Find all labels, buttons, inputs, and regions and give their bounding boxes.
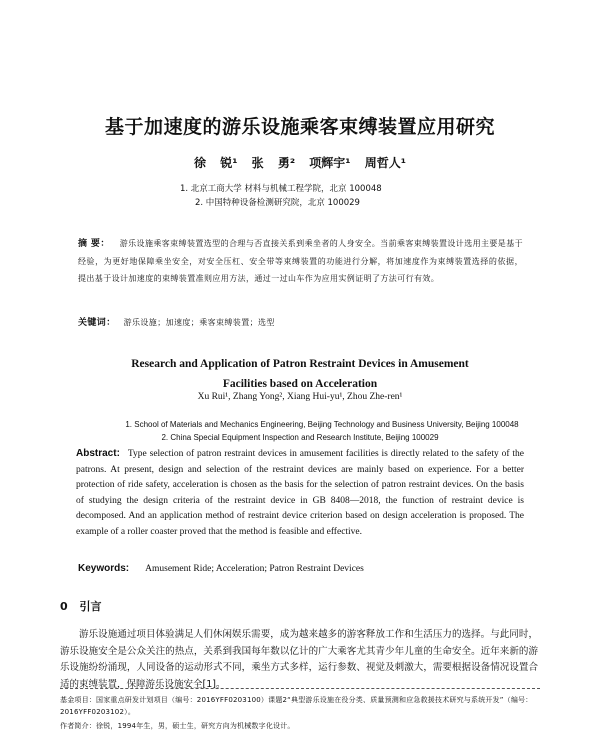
- abstract-en-text: Type selection of patron restraint devices in amusement facilities is directly related to the safety of the patrons. At present, design and selection of the restraint devices are mainly based on experience. For a better protection of ride safety, acceleration is chosen as the basis for the selection of patron restraint devices. On the basis of studying the design criteria of the restraint device in GB 8408—2018, the function of restraint device is decomposed. And an application method of restraint device criterion based on design acceleration is proposed. The example of a roller coaster proved that the method is feasible and effective.: [76, 449, 524, 537]
- authors-cn: 徐 锐¹ 张 勇² 项辉宇¹ 周哲人¹: [194, 156, 406, 170]
- keywords-cn-text: 游乐设施；加速度；乘客束缚装置；选型: [123, 318, 275, 327]
- affiliation-cn-1: 1. 北京工商大学 材料与机械工程学院，北京 100048: [180, 184, 382, 194]
- affiliation-en-2: 2. China Special Equipment Inspection and Research Institute, Beijing 100029: [161, 433, 439, 442]
- footnotes: [60, 694, 540, 732]
- affiliation-en-1: 1. School of Materials and Mechanics Engineering, Beijing Technology and Business University, Beijing 100048: [125, 420, 519, 429]
- keywords-cn-label: 关键词：: [78, 318, 116, 328]
- abstract-cn-text: 游乐设施乘客束缚装置选型的合理与否直接关系到乘坐者的人身安全。当前乘客束缚装置设计选用主要是基于经验，为更好地保障乘坐安全，对安全压杠、安全带等束缚装置的功能进行分解，将加速度作为束缚装置选择的依据，提出基于设计加速度的束缚装置准则应用方法，通过一过山车作为应用实例证明了方法可行有效。: [78, 239, 524, 283]
- paper-title-en-line-2: Facilities based on Acceleration: [222, 378, 378, 390]
- footnote-funding: 基金项目：国家重点研发计划项目（编号：2016YFF0203100）课题2“典型游乐设施在役分类、质量预测和应急救援技术研究与系统开发”（编号：2016YFF0203102）。: [60, 696, 533, 716]
- abstract-en-label: Abstract:: [76, 448, 120, 459]
- section-heading-introduction: 0 引言: [60, 600, 102, 613]
- body-paragraph: 游乐设施通过项目体验满足人们休闲娱乐需要，成为越来越多的游客释放工作和生活压力的选择。与此同时，游乐设施安全是公众关注的热点，关系到我国每年数以亿计的广大乘客尤其青少年儿童的生命安全。近年来新的游乐设施纷纷涌现，人同设备的运动形式不同，乘坐方式多样，运行参数、视觉及刺激大，需要根据设备情况设置合适的束缚装置，保障游乐设施安全[1]。: [60, 629, 538, 690]
- paper-title-cn: 基于加速度的游乐设施乘客束缚装置应用研究: [104, 116, 495, 138]
- keywords-cn: [78, 315, 523, 328]
- abstract-cn: [78, 235, 523, 287]
- footnote-divider: [60, 688, 540, 689]
- abstract-en: [76, 446, 524, 540]
- footnote-author-bio: 作者简介：徐锐，1994年生，男，硕士生，研究方向为机械数字化设计。: [60, 722, 295, 730]
- paper-title-en: [60, 354, 540, 394]
- abstract-cn-label: 摘 要：: [78, 239, 110, 249]
- affiliation-cn-2: 2. 中国特种设备检测研究院，北京 100029: [195, 198, 360, 208]
- keywords-en-label: Keywords:: [78, 563, 130, 574]
- authors-en: Xu Rui¹, Zhang Yong², Xiang Hui-yu¹, Zhou Zhe-ren¹: [197, 392, 403, 402]
- paper-title-en-line-1: Research and Application of Patron Restraint Devices in Amusement: [131, 358, 469, 370]
- keywords-en-text: Amusement Ride; Acceleration; Patron Restraint Devices: [145, 564, 364, 574]
- keywords-en: [78, 563, 526, 574]
